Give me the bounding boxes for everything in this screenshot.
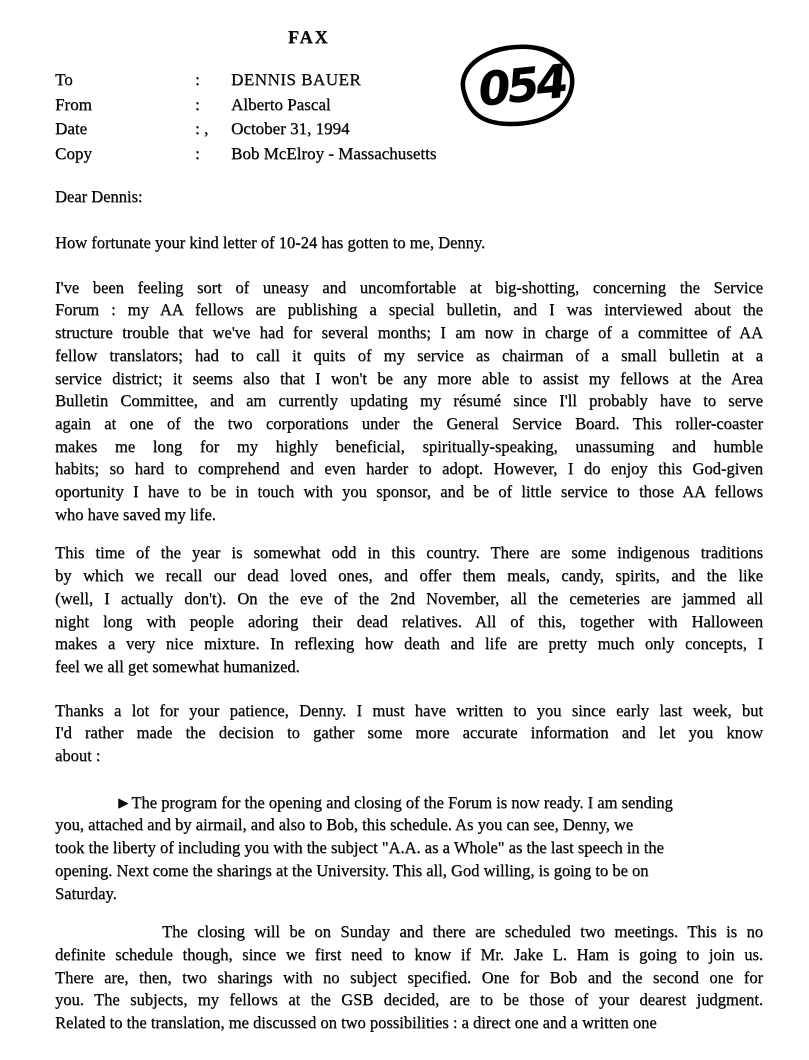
- header-separator: :: [195, 70, 200, 89]
- header-value-to: DENNIS BAUER: [231, 70, 362, 89]
- fax-title: FAX: [288, 27, 330, 47]
- header-separator: : ,: [195, 119, 209, 138]
- letter-line: ►The program for the opening and closing of the Forum is now ready. I am sending: [115, 792, 673, 812]
- letter-line: night long with people adoring their dead relatives. All of this, together with Halloween: [55, 611, 763, 631]
- letter-line: who have saved my life.: [55, 504, 216, 524]
- header-label-to: To: [55, 70, 73, 89]
- letter-body: [55, 232, 763, 1035]
- letter-line: fellow translators; had to call it quits of my service as chairman of a small bulletin at a: [55, 345, 763, 365]
- service-forum-paragraph: [55, 277, 763, 527]
- header-separator: :: [195, 94, 200, 114]
- letter-line: I've been feeling sort of uneasy and uncomfortable at big-shotting, concerning the Service: [55, 277, 763, 297]
- header-label-copy: Copy: [55, 143, 92, 163]
- letter-line: structure trouble that we've had for several months; I am now in charge of a committee of AA: [55, 323, 763, 343]
- program-bullet-paragraph: [55, 792, 763, 906]
- letter-line: opening. Next come the sharings at the University. This all, God willing, is going to be on: [55, 860, 649, 880]
- letter-line: definite schedule though, since we first need to know if Mr. Jake L. Ham is going to join us.: [55, 944, 763, 964]
- letter-line: Forum : my AA fellows are publishing a special bulletin, and I was interviewed about the: [55, 300, 763, 320]
- traditions-paragraph: [55, 542, 763, 678]
- letter-line: habits; so hard to comprehend and even harder to adopt. However, I do enjoy this God-given: [55, 459, 763, 479]
- letter-line: Bulletin Committee, and am currently updating my résumé since I'll probably have to serve: [55, 391, 763, 411]
- letter-line: you. The subjects, my fellows at the GSB decided, are to be those of your dearest judgment.: [55, 990, 763, 1010]
- fax-header: [55, 68, 763, 166]
- letter-line: Saturday.: [55, 883, 117, 903]
- letter-line: service district; it seems also that I won't be any more able to assist my fellows at the Area: [55, 368, 763, 388]
- header-row-date: [55, 117, 763, 142]
- opening-line: [55, 232, 763, 255]
- header-row-from: [55, 93, 763, 118]
- letter-line: Related to the translation, me discussed on two possibilities : a direct one and a written one: [55, 1013, 657, 1033]
- stamp-number: 054: [475, 53, 568, 117]
- thanks-paragraph: [55, 700, 763, 768]
- letter-line: again at one of the two corporations under the General Service Board. This roller-coaster: [55, 413, 763, 433]
- header-label-from: From: [55, 94, 92, 114]
- letter-line: The closing will be on Sunday and there are scheduled two meetings. This is no: [162, 922, 763, 942]
- salutation: Dear Dennis:: [55, 187, 143, 206]
- letter-line: I'd rather made the decision to gather some more accurate information and let you know: [55, 723, 763, 743]
- letter-line: by which we recall our dead loved ones, and offer them meals, candy, spirits, and the like: [55, 566, 763, 586]
- header-value-date: October 31, 1994: [231, 119, 350, 138]
- header-label-date: Date: [55, 119, 88, 138]
- letter-line: There are, then, two sharings with no subject specified. One for Bob and the second one for: [55, 967, 763, 987]
- header-value-from: Alberto Pascal: [231, 94, 331, 114]
- header-separator: :: [195, 143, 200, 163]
- hand-drawn-circle-icon: [450, 40, 585, 132]
- circled-number-stamp: [450, 40, 585, 132]
- letter-line: about :: [55, 746, 101, 766]
- letter-line: makes a very nice mixture. In reflexing how death and life are pretty much only concepts, I: [55, 634, 763, 654]
- letter-line: oportunity I have to be in touch with you sponsor, and be of little service to those AA fellows: [55, 482, 763, 502]
- closing-schedule-paragraph: [55, 921, 763, 1035]
- letter-line: Thanks a lot for your patience, Denny. I must have written to you since early last week, but: [55, 700, 763, 720]
- letter-line: makes me long for my highly beneficial, spiritually-speaking, unassuming and humble: [55, 436, 763, 456]
- letter-line: you, attached and by airmail, and also to Bob, this schedule. As you can see, Denny, we: [55, 815, 634, 835]
- letter-line: feel we all get somewhat humanized.: [55, 656, 300, 676]
- letter-line: This time of the year is somewhat odd in this country. There are some indigenous traditions: [55, 543, 763, 563]
- letter-line: took the liberty of including you with the subject "A.A. as a Whole" as the last speech in the: [55, 838, 664, 858]
- letter-line: How fortunate your kind letter of 10-24 has gotten to me, Denny.: [55, 233, 486, 252]
- header-value-copy: Bob McElroy - Massachusetts: [231, 143, 437, 163]
- header-row-to: [55, 68, 763, 93]
- header-row-copy: [55, 142, 763, 167]
- letter-line: (well, I actually don't). On the eve of the 2nd November, all the cemeteries are jammed all: [55, 588, 763, 608]
